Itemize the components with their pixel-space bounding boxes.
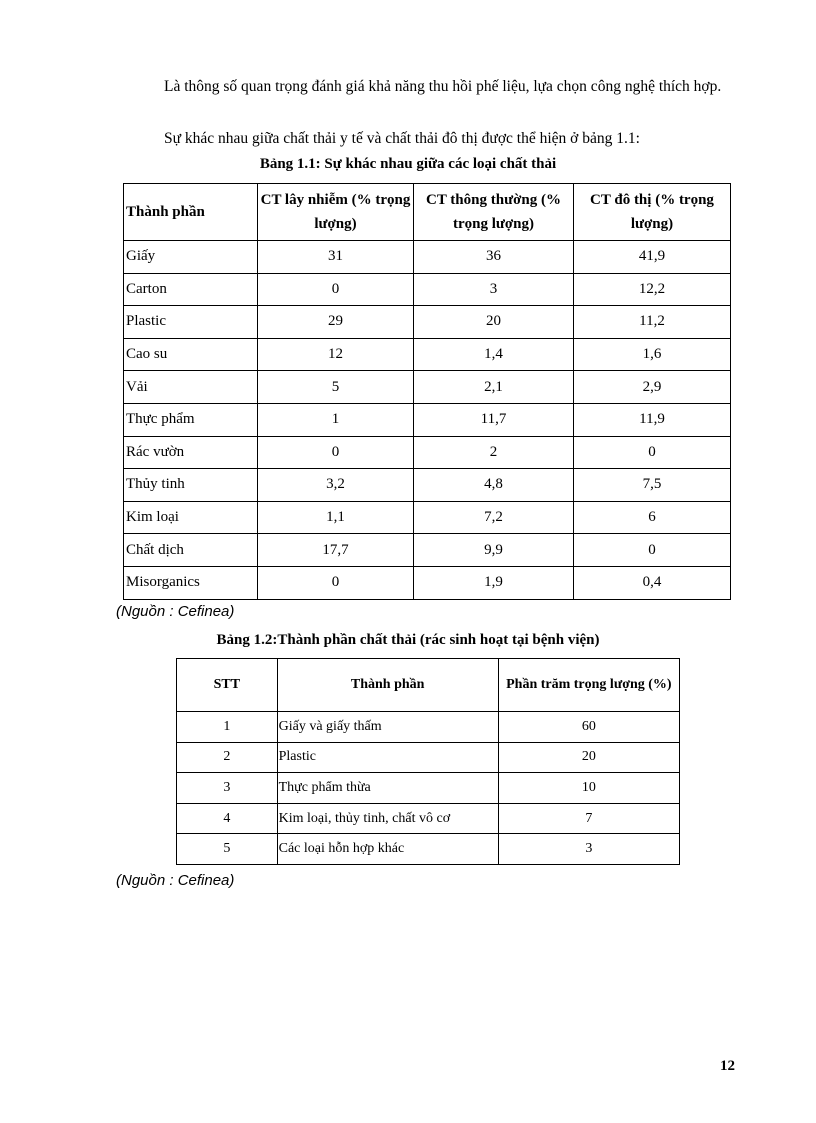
- table1-cell-infectious: 29: [257, 306, 413, 339]
- table1-cell-normal: 36: [413, 241, 573, 274]
- table1-cell-infectious: 17,7: [257, 534, 413, 567]
- table2-cell-component: Kim loại, thủy tinh, chất vô cơ: [277, 803, 498, 834]
- table1-cell-infectious: 31: [257, 241, 413, 274]
- table2-cell-stt: 3: [177, 773, 278, 804]
- table1-cell-urban: 11,2: [573, 306, 730, 339]
- table2-row: [177, 742, 680, 773]
- table1-row: [124, 403, 731, 436]
- intro-paragraph-2: Sự khác nhau giữa chất thải y tế và chất thải đô thị được thể hiện ở bảng 1.1:: [164, 130, 640, 147]
- table1-row: [124, 436, 731, 469]
- table1-cell-normal: 4,8: [413, 469, 573, 502]
- table2-cell-percent: 7: [498, 803, 679, 834]
- table1-body: [124, 241, 731, 600]
- table1-cell-urban: 7,5: [573, 469, 730, 502]
- table1-cell-infectious: 0: [257, 273, 413, 306]
- table-2: [176, 658, 680, 865]
- table1-header-urban: CT đô thị (% trọng lượng): [573, 184, 730, 241]
- table1-cell-component: Rác vườn: [124, 436, 258, 469]
- table2-header-component: Thành phần: [277, 659, 498, 712]
- table2-header-row: [177, 659, 680, 712]
- table1-cell-component: Carton: [124, 273, 258, 306]
- table1-cell-normal: 2: [413, 436, 573, 469]
- table1-cell-urban: 0: [573, 534, 730, 567]
- table1-row: [124, 566, 731, 599]
- table2-row: [177, 773, 680, 804]
- table1-cell-urban: 11,9: [573, 403, 730, 436]
- table1-cell-component: Plastic: [124, 306, 258, 339]
- table2-cell-component: Các loại hỗn hợp khác: [277, 834, 498, 865]
- table1-header-component: Thành phần: [124, 184, 258, 241]
- table1-row: [124, 534, 731, 567]
- table1-cell-infectious: 0: [257, 436, 413, 469]
- table1-cell-infectious: 12: [257, 338, 413, 371]
- table1-cell-normal: 20: [413, 306, 573, 339]
- table1-cell-infectious: 0: [257, 566, 413, 599]
- table2-source: (Nguồn : Cefinea): [116, 872, 235, 889]
- table2-cell-percent: 60: [498, 712, 679, 743]
- table1-cell-urban: 6: [573, 501, 730, 534]
- table1-cell-urban: 0: [573, 436, 730, 469]
- table2-header-stt: STT: [177, 659, 278, 712]
- table1-cell-urban: 1,6: [573, 338, 730, 371]
- table1-cell-infectious: 3,2: [257, 469, 413, 502]
- table1-cell-normal: 3: [413, 273, 573, 306]
- table1-row: [124, 469, 731, 502]
- table2-cell-stt: 4: [177, 803, 278, 834]
- table1-row: [124, 371, 731, 404]
- table1-cell-normal: 11,7: [413, 403, 573, 436]
- table1-cell-urban: 12,2: [573, 273, 730, 306]
- table1-header-row: [124, 184, 731, 241]
- table2-cell-component: Giấy và giấy thấm: [277, 712, 498, 743]
- table1-cell-urban: 0,4: [573, 566, 730, 599]
- table1-header-infectious: CT lây nhiễm (% trọng lượng): [257, 184, 413, 241]
- table2-row: [177, 834, 680, 865]
- table1-cell-normal: 9,9: [413, 534, 573, 567]
- table1-cell-component: Cao su: [124, 338, 258, 371]
- page-number: 12: [720, 1058, 735, 1074]
- table2-row: [177, 712, 680, 743]
- table1-header-normal: CT thông thường (% trọng lượng): [413, 184, 573, 241]
- table1-cell-normal: 7,2: [413, 501, 573, 534]
- table1-row: [124, 241, 731, 274]
- table2-caption: Bảng 1.2:Thành phần chất thải (rác sinh hoạt tại bệnh viện): [216, 632, 600, 648]
- table1-cell-infectious: 1: [257, 403, 413, 436]
- table2-cell-percent: 3: [498, 834, 679, 865]
- table1-cell-normal: 1,9: [413, 566, 573, 599]
- table1-cell-component: Thực phẩm: [124, 403, 258, 436]
- table1-cell-urban: 2,9: [573, 371, 730, 404]
- table1-row: [124, 338, 731, 371]
- table1-cell-infectious: 5: [257, 371, 413, 404]
- table2-row: [177, 803, 680, 834]
- table1-cell-normal: 1,4: [413, 338, 573, 371]
- table2-header-percent: Phần trăm trọng lượng (%): [498, 659, 679, 712]
- table1-cell-normal: 2,1: [413, 371, 573, 404]
- table2-cell-stt: 2: [177, 742, 278, 773]
- table1-cell-component: Misorganics: [124, 566, 258, 599]
- table1-row: [124, 273, 731, 306]
- table2-cell-component: Plastic: [277, 742, 498, 773]
- table1-row: [124, 306, 731, 339]
- table1-cell-component: Thủy tinh: [124, 469, 258, 502]
- table1-cell-component: Giấy: [124, 241, 258, 274]
- table2-body: [177, 712, 680, 865]
- table1-caption: Bảng 1.1: Sự khác nhau giữa các loại chất thải: [259, 156, 557, 172]
- table2-cell-stt: 5: [177, 834, 278, 865]
- table1-cell-urban: 41,9: [573, 241, 730, 274]
- table1-cell-component: Kim loại: [124, 501, 258, 534]
- table2-cell-stt: 1: [177, 712, 278, 743]
- table-1: [123, 183, 731, 600]
- table2-cell-percent: 10: [498, 773, 679, 804]
- table1-cell-component: Chất dịch: [124, 534, 258, 567]
- intro-paragraph-1: Là thông số quan trọng đánh giá khả năng thu hồi phế liệu, lựa chọn công nghệ thích hợp.: [164, 78, 722, 95]
- table1-cell-component: Vải: [124, 371, 258, 404]
- table1-source: (Nguồn : Cefinea): [116, 603, 235, 620]
- table2-cell-component: Thực phẩm thừa: [277, 773, 498, 804]
- table1-row: [124, 501, 731, 534]
- table2-cell-percent: 20: [498, 742, 679, 773]
- table1-cell-infectious: 1,1: [257, 501, 413, 534]
